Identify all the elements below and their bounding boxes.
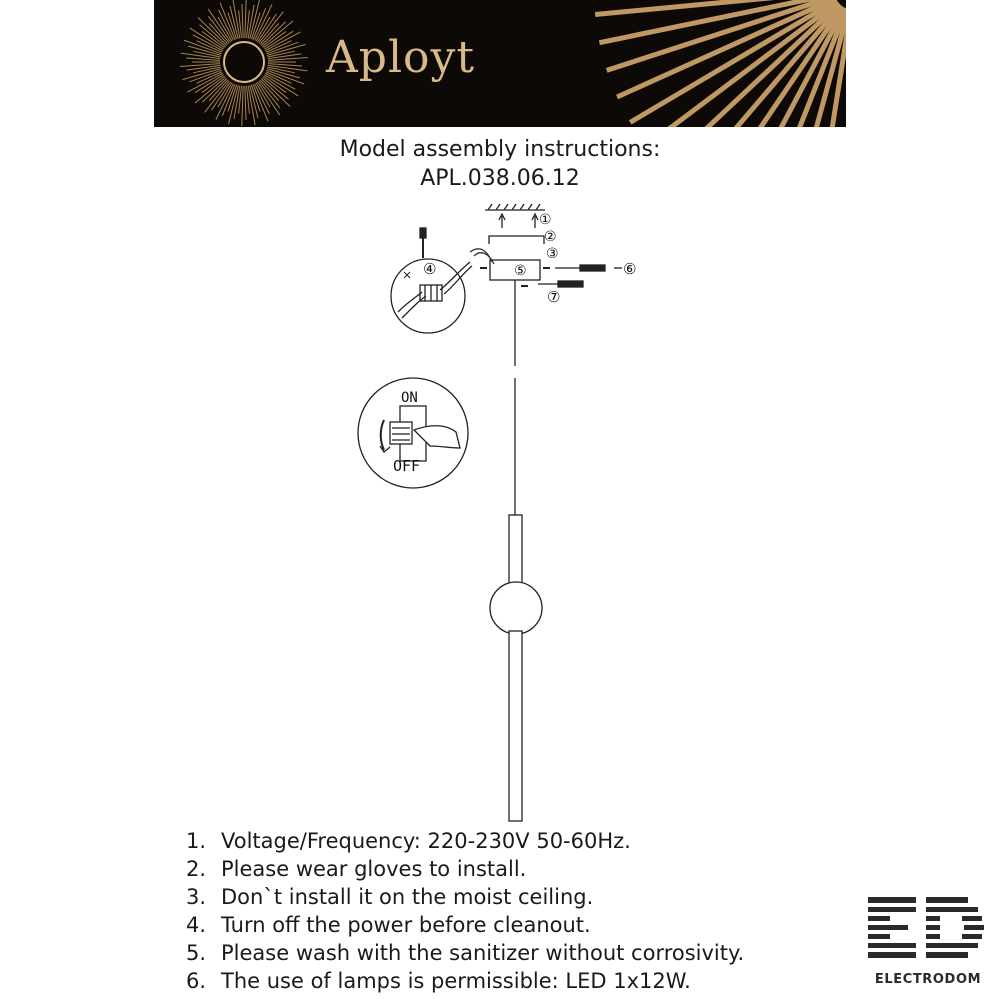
list-item-text: The use of lamps is permissible: LED 1x12W.: [221, 969, 691, 993]
list-item-number: 2.: [186, 857, 207, 881]
list-item-number: 6.: [186, 969, 207, 993]
sunburst-graphic: [154, 0, 846, 127]
ed-logo-icon: [866, 895, 990, 969]
brand-banner: [154, 0, 846, 127]
step-marker-2: ②: [544, 229, 557, 245]
step-marker-6: ⑥: [623, 260, 637, 278]
screwdriver-icon: [555, 265, 622, 271]
step-marker-3: ③: [546, 246, 559, 262]
list-item: [186, 855, 744, 883]
step-marker-7: ⑦: [547, 288, 561, 306]
instruction-list: [186, 827, 744, 995]
model-number: APL.038.06.12: [420, 166, 580, 191]
list-item-text: Please wear gloves to install.: [221, 857, 527, 881]
list-item: [186, 911, 744, 939]
page-title: Model assembly instructions:: [339, 137, 661, 162]
list-item-number: 5.: [186, 941, 207, 965]
switch-on-label: ON: [401, 390, 418, 406]
list-item-text: Don`t install it on the moist ceiling.: [221, 885, 594, 909]
ceiling-icon: [485, 204, 545, 210]
step-marker-4: ④: [423, 260, 437, 278]
screw-arrows-icon: [499, 214, 538, 228]
list-item-number: 1.: [186, 829, 207, 853]
list-item-number: 4.: [186, 913, 207, 937]
brand-logo-text: Aployt: [326, 32, 476, 83]
step-marker-1: ①: [539, 212, 552, 228]
switch-off-label: OFF: [393, 457, 421, 475]
assembly-diagram: [0, 195, 1000, 825]
list-item: [186, 939, 744, 967]
lamp-body: [490, 515, 542, 821]
list-item: [186, 827, 744, 855]
list-item-text: Turn off the power before cleanout.: [221, 913, 591, 937]
list-item: [186, 967, 744, 995]
list-item-text: Please wash with the sanitizer without corrosivity.: [221, 941, 745, 965]
list-item: [186, 883, 744, 911]
list-item-number: 3.: [186, 885, 207, 909]
mounting-bracket: [489, 236, 544, 244]
step-marker-5: ⑤: [514, 263, 527, 279]
list-item-text: Voltage/Frequency: 220-230V 50-60Hz.: [221, 829, 631, 853]
watermark-text: ELECTRODOM: [874, 972, 982, 987]
screwdriver-icon: [538, 281, 583, 287]
